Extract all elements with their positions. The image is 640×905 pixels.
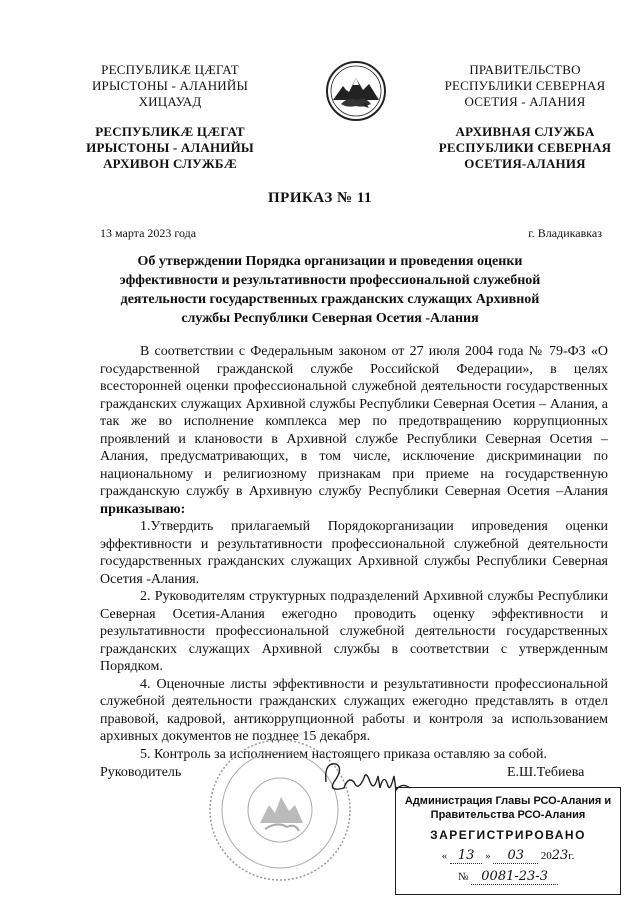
document-title: ПРИКАЗ № 11 — [268, 190, 372, 206]
stamp-day: 13 — [450, 848, 483, 864]
header-line: РЕСПУБЛИКИ СЕВЕРНАЯ — [444, 78, 606, 93]
coat-of-arms-emblem — [325, 60, 387, 122]
body-item: 1.Утвердить прилагаемый Порядокорганизации ипроведения оценки эффективности и результативности профессиональной служебной деятельности государственных гражданских служащих Архивной службы Республики Северная Осетия -Алания. — [100, 519, 608, 587]
header-left-top — [70, 62, 270, 110]
body-item: 5. Контроль за исполнением настоящего приказа оставляю за собой. — [140, 746, 548, 762]
document-date: 13 марта 2023 года — [100, 226, 197, 240]
stamp-year-suffix: 23 — [551, 848, 569, 863]
stamp-year-prefix: 20 — [540, 850, 552, 862]
header-line: РЕСПУБЛИКÆ ЦÆГАТ — [95, 124, 245, 139]
header-line: ХИЦАУАД — [138, 94, 202, 109]
stamp-date: « 13 » 03 2023г. — [441, 848, 575, 863]
stamp-month: 03 — [493, 848, 538, 864]
body-item: 2. Руководителям структурных подразделений Архивной службы Республики Северная Осетия-Алания ежегодно проводить оценку эффективности и результативности профессиональной служебной деятельности государственных гражданских служащих Архивной службы в соответствии с утвержденным Порядком. — [100, 589, 608, 674]
header-line: ПРАВИТЕЛЬСТВО — [469, 62, 581, 77]
stamp-line: Правительства РСО-Алания — [430, 809, 586, 821]
header-line: РЕСПУБЛИКИ СЕВЕРНАЯ — [438, 140, 612, 155]
body-preamble — [100, 343, 608, 518]
stamp-year-mark: г. — [568, 850, 575, 862]
signatory-name: Е.Ш.Тебиева — [507, 765, 585, 780]
header-line: ОСЕТИЯ - АЛАНИЯ — [464, 94, 586, 109]
document-city: г. Владикавказ — [528, 226, 602, 240]
document-subject: Об утверждении Порядка организации и проведения оценки эффективности и результативности профессиональной служебной деятельности государственных гражданских служащих Архивной службы Республики Северная Осетия -Алания — [119, 254, 541, 326]
preamble-text: В соответствии с Федеральным законом от 27 июля 2004 года № 79-ФЗ «О государственной гражданской службе Российской Федерации», в целях всесторонней оценки профессиональной служебной деятельности государственных гражданских служащих Архивной службы Республики Северная Осетия – Алания, а так же во исполнение комплекса мер по предотвращению коррупционных проявлений и клановости в Архивной службе Республики Северная Осетия –Алания, предусматривающих, в том числе, исключение дискриминации по национальному и религиозному признакам при приеме на государственную гражданскую службу в Архивную службу Республики Северная Осетия –Алания — [100, 344, 608, 499]
signatory-role: Руководитель — [100, 765, 182, 780]
body-item: 4. Оценочные листы эффективности и результативности профессиональной служебной деятельности гражданских служащих ежегодно представлять в отдел правовой, кадровой, антикоррупционной работы и контроля за использованием архивных документов не позднее 15 декабря. — [100, 676, 608, 744]
registration-stamp — [395, 787, 621, 895]
header-line: АРХИВОН СЛУЖБÆ — [103, 156, 237, 171]
header-line: АРХИВНАЯ СЛУЖБА — [455, 124, 595, 139]
stamp-status: ЗАРЕГИСТРИРОВАНО — [430, 828, 586, 842]
header-line: ОСЕТИЯ-АЛАНИЯ — [464, 156, 586, 171]
header-line: РЕСПУБЛИКÆ ЦÆГАТ — [101, 62, 239, 77]
order-word: приказываю: — [100, 501, 186, 517]
stamp-line: Администрация Главы РСО-Алания и — [404, 795, 612, 807]
header-left-bottom — [70, 124, 270, 172]
header-line: ИРЫСТОНЫ - АЛАНИЙЫ — [91, 78, 249, 93]
header-line: ИРЫСТОНЫ - АЛАНИЙЫ — [86, 140, 254, 155]
stamp-number-label: № — [458, 871, 469, 883]
stamp-number: 0081-23-3 — [471, 869, 558, 885]
stamp-number-row — [396, 869, 620, 884]
document-body — [100, 343, 608, 763]
header-right-top — [420, 62, 630, 110]
header-right-bottom — [420, 124, 630, 172]
